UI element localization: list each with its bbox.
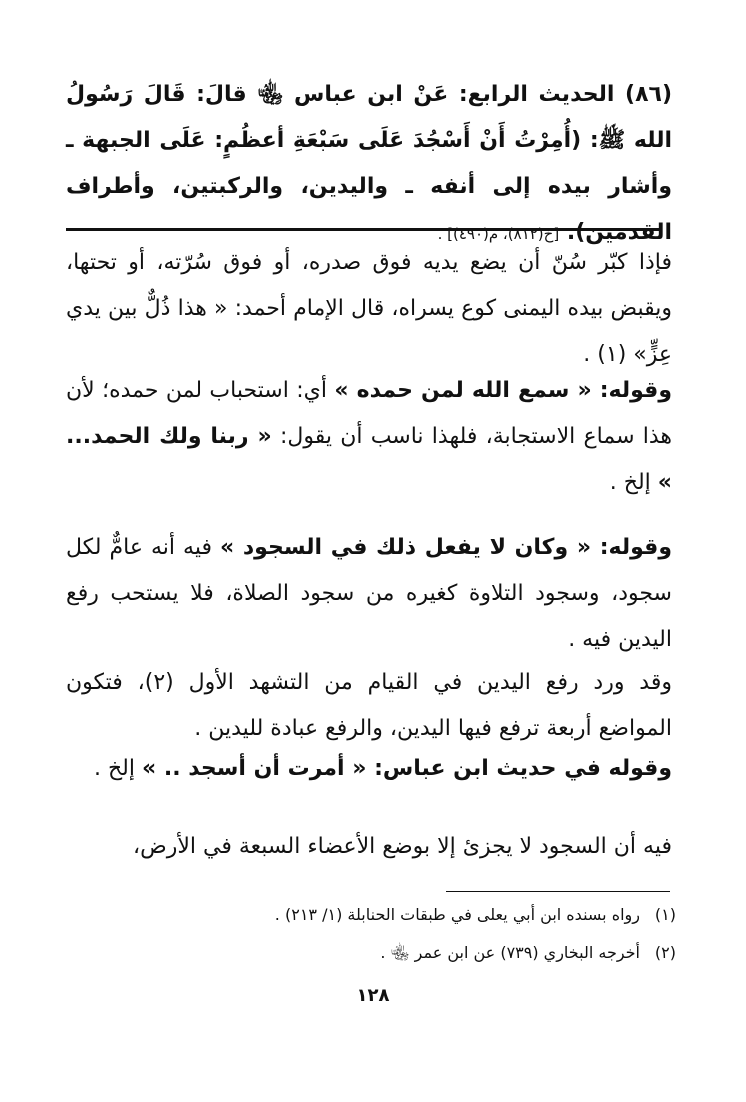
footnote-number: (١) bbox=[654, 905, 676, 924]
commentary-paragraph-4 bbox=[66, 660, 672, 752]
paragraph-lead: وقوله في حديث ابن عباس: « أمرت أن أسجد .. » bbox=[141, 756, 672, 781]
paragraph-text: فإذا كبّر سُنّ أن يضع يديه فوق صدره، أو فوق سُرّته، أو تحتها، ويقبض بيده اليمنى كوع يسراه، قال الإمام أحمد: « هذا ذُلٌّ بين يدي عِزٍّ» (١) . bbox=[66, 250, 672, 367]
paragraph-text: وقد ورد رفع اليدين في القيام من التشهد الأول (٢)، فتكون المواضع أربعة ترفع فيها اليدين، والرفع عبادة لليدين . bbox=[66, 670, 672, 741]
paragraph-tail: إلخ . bbox=[609, 470, 658, 495]
commentary-paragraph-2 bbox=[66, 368, 672, 506]
paragraph-lead: وقوله: « سمع الله لمن حمده » bbox=[334, 378, 672, 403]
commentary-paragraph-1 bbox=[66, 240, 672, 378]
hadith-reference: [خ(٨١٢)، م(٤٩٠)] . bbox=[437, 225, 560, 243]
paragraph-text: إلخ . bbox=[93, 756, 142, 781]
commentary-paragraph-3 bbox=[66, 525, 672, 663]
paragraph-text: أي: استحباب لمن حمده؛ لأن هذا سماع الاستجابة، فلهذا ناسب أن يقول: bbox=[66, 378, 672, 449]
footnote-1 bbox=[66, 902, 676, 928]
footnote-number: (٢) bbox=[654, 943, 676, 962]
commentary-paragraph-5 bbox=[66, 746, 672, 792]
footnote-divider bbox=[446, 891, 670, 892]
section-divider bbox=[66, 228, 662, 231]
footnote-text: رواه بسنده ابن أبي يعلى في طبقات الحنابلة (١/ ٢١٣) . bbox=[274, 905, 640, 924]
paragraph-text: فيه أنه عامٌّ لكل سجود، وسجود التلاوة كغيره من سجود الصلاة، فلا يستحب رفع اليدين فيه . bbox=[66, 535, 672, 652]
paragraph-text: فيه أن السجود لا يجزئ إلا بوضع الأعضاء السبعة في الأرض، bbox=[133, 834, 672, 859]
footnote-text: أخرجه البخاري (٧٣٩) عن ابن عمر ﵄ . bbox=[380, 943, 640, 962]
footnote-2 bbox=[66, 940, 676, 966]
paragraph-lead: وقوله: « وكان لا يفعل ذلك في السجود » bbox=[220, 535, 672, 560]
paragraph-quote: « ربنا ولك الحمد... » bbox=[66, 424, 672, 495]
commentary-paragraph-6 bbox=[66, 824, 672, 870]
hadith-text: (٨٦) الحديث الرابع: عَنْ ابن عباس ﵄ قالَ: قَالَ رَسُولُ الله ﷺ: (أُمِرْتُ أَنْ أَسْجُدَ عَلَى سَبْعَةِ أعظُمٍ: عَلَى الجبهة ـ وأشار بيده إلى أنفه ـ واليدين، والركبتين، وأطراف القدمين). bbox=[66, 82, 672, 245]
page-number: ١٢٨ bbox=[356, 985, 390, 1006]
